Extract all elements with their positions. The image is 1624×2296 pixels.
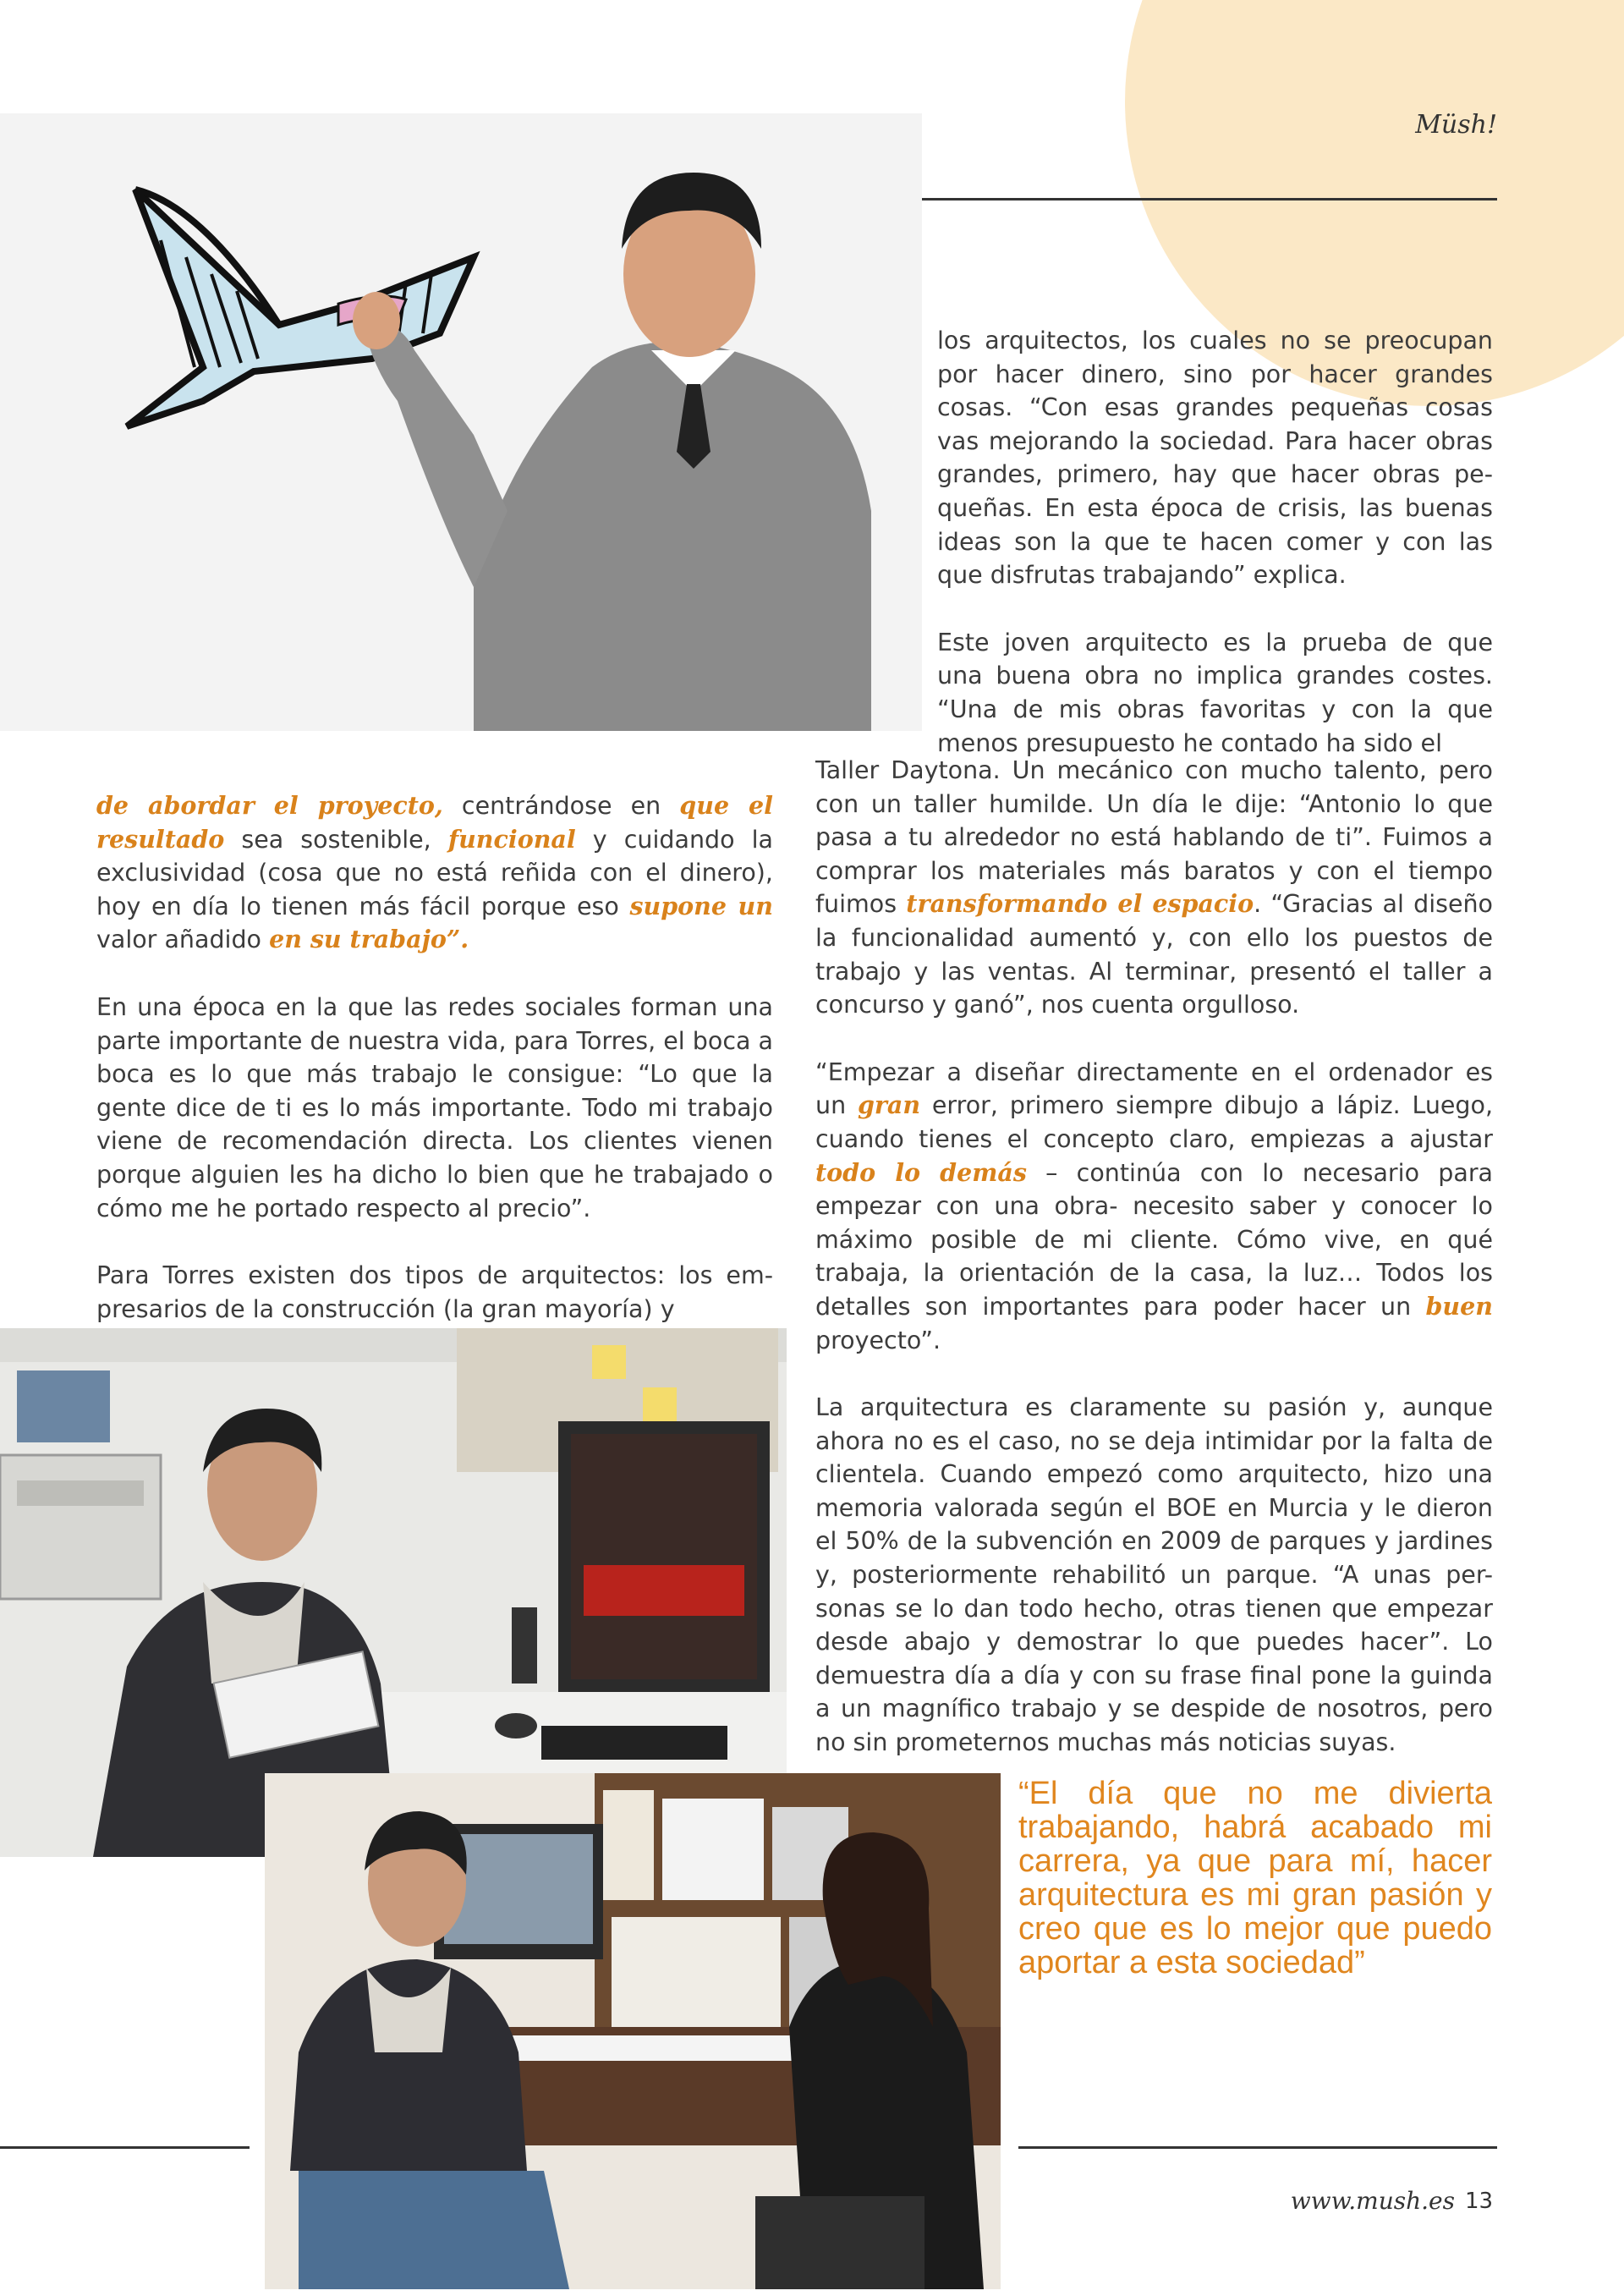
column-right-top — [937, 324, 1493, 760]
highlight: todo lo demás — [815, 1157, 1027, 1187]
paragraph: En una época en la que las redes sociales forman una parte importante de nuestra vida, para Torres, el boca a boca es lo que más trabajo le consigue: “Lo que la gente dice de ti es lo más importante. Todo mi trabajo viene de recomendación directa. Los clientes vienen porque alguien les ha dicho lo bien que he trabajado o cómo me he portado respecto al precio”. — [96, 992, 773, 1222]
text-run: error, primero siempre dibujo a lápiz. Luego, cuando tienes el concepto claro, empiezas a ajustar — [815, 1091, 1494, 1153]
column-right — [815, 754, 1493, 1760]
website-link[interactable]: www.mush.es — [1290, 2187, 1455, 2215]
header-rule — [922, 198, 1497, 200]
text-run: “Empezar a diseñar directamente en el ordenador es un — [815, 1057, 1493, 1120]
highlight: que el resultado — [96, 791, 773, 854]
highlight: gran — [857, 1090, 921, 1120]
column-left — [96, 789, 773, 1326]
footer-rule-left — [0, 2146, 250, 2149]
page-number: 13 — [1465, 2189, 1494, 2214]
highlight: supone un — [629, 891, 774, 920]
highlight: transformando el espacio — [906, 889, 1254, 919]
paragraph — [815, 754, 1493, 1022]
text-run: Taller Daytona. Un mecánico con mucho talento, pero con un taller humilde. Un día le dije: “Antonio lo que pasa a tu alrededor no está hablando de ti”. Fuimos a comprar los materiales más baratos y con el tiempo fuimos — [815, 756, 1493, 919]
text-run: centrándose en — [442, 792, 680, 820]
paragraph: La arquitectura es claramente su pasión y, aunque ahora no es el caso, no se deja intimidar por la falta de clientela. Cuando empezó como arquitecto, hizo una memoria valorada según el BOE en Murcia y le dieron el 50% de la subvención en 2009 de parques y jardines y, posteriormente rehabilitó un parque. “A unas per-sonas se lo dan todo hecho, otras tienen que empezar desde abajo y demostrar lo que puedes hacer”. Lo demuestra día a día y con su frase final pone la guinda a un magnífico trabajo y se despide de nosotros, pero no sin prometernos muchas más noticias suyas. — [815, 1393, 1493, 1757]
highlight: en su trabajo”. — [269, 925, 469, 954]
photo-architect-sketch — [0, 113, 922, 731]
pull-quote: “El día que no me divierta trabajando, habrá acabado mi carrera, ya que para mí, hacer arquitectura es mi gran pasión y creo que es lo mejor que puedo aportar a esta sociedad” — [1018, 1776, 1492, 1980]
highlight: buen — [1425, 1291, 1493, 1321]
paragraph — [815, 1056, 1493, 1357]
footer-rule-right — [1018, 2146, 1497, 2149]
paragraph: Para Torres existen dos tipos de arquitectos: los em-presarios de la construcción (la gran mayoría) y — [96, 1261, 773, 1323]
text-run: . “Gracias al diseño la funcionalidad aumentó y, con ello los puestos de trabajo y las ventas. Al terminar, presentó el taller a concurso y ganó”, nos cuenta orgulloso. — [815, 890, 1493, 1019]
text-run: y cuidando la exclusividad (cosa que no está reñida con el dinero), hoy en día lo tienen más fácil porque eso — [96, 825, 773, 920]
text-run: – continúa con lo necesario para empezar con una obra- necesito saber y conocer lo máximo posible de mi cliente. Cómo vive, en qué trabaja, la orientación de la casa, la luz… Todos los detalles son importantes para poder hacer un — [815, 1158, 1493, 1321]
text-run: proyecto”. — [815, 1326, 941, 1354]
paragraph: Este joven arquitecto es la prueba de que una buena obra no implica grandes costes. “Una de mis obras favoritas y con la que menos presupuesto he contado ha sido el — [937, 628, 1493, 757]
paragraph: los arquitectos, los cuales no se preocupan por hacer dinero, sino por hacer grandes cosas. “Con esas grandes pequeñas cosas vas mejorando la sociedad. Para hacer obras grandes, primero, hay que hacer obras pe-queñas. En esta época de crisis, las buenas ideas son la que te hacen comer y con las que disfrutas trabajando” explica. — [937, 327, 1493, 590]
highlight: de abordar el proyecto, — [96, 791, 443, 820]
highlight: funcional — [447, 824, 576, 854]
magazine-brand: Müsh! — [1415, 110, 1497, 140]
photo-interview — [265, 1773, 1001, 2289]
text-run: sea sostenible, — [224, 825, 448, 854]
text-run: valor añadido — [96, 926, 270, 954]
paragraph — [96, 789, 773, 957]
